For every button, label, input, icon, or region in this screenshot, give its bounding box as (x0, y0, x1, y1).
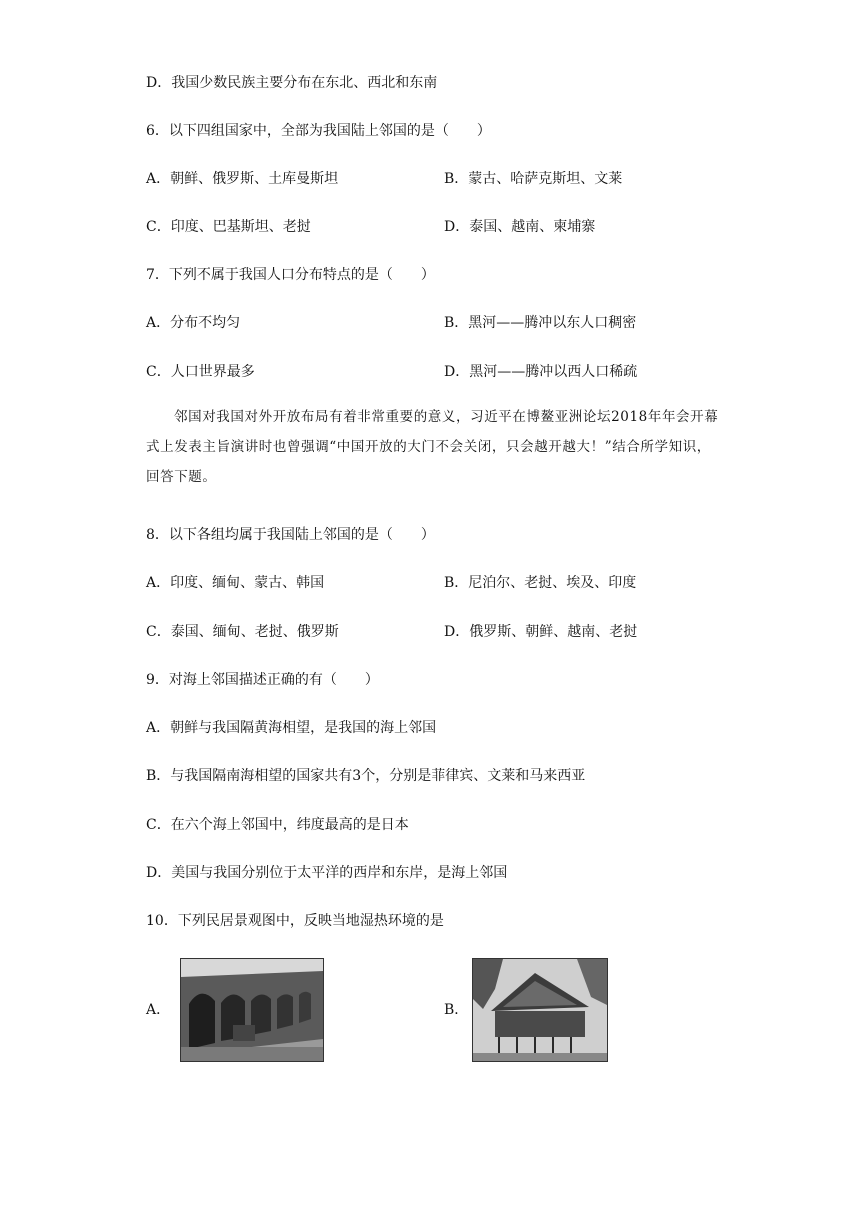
question-9: 9．对海上邻国描述正确的有（ ） (146, 672, 379, 688)
option-9-b: B．与我国隔南海相望的国家共有3个，分别是菲律宾、文莱和马来西亚 (146, 768, 586, 784)
question-10: 10．下列民居景观图中，反映当地湿热环境的是 (146, 913, 444, 929)
option-7-a: A．分布不均匀 (146, 315, 241, 331)
option-10-b-label: B． (444, 1002, 469, 1018)
option-10-a-label: A． (146, 1002, 171, 1018)
option-9-c: C．在六个海上邻国中，纬度最高的是日本 (146, 817, 409, 833)
option-8-a: A．印度、缅甸、蒙古、韩国 (146, 575, 325, 591)
option-7-d: D．黑河——腾冲以西人口稀疏 (444, 364, 638, 380)
option-8-b: B．尼泊尔、老挝、埃及、印度 (444, 575, 637, 591)
option-6-a: A．朝鲜、俄罗斯、土库曼斯坦 (146, 171, 339, 187)
option-7-c: C．人口世界最多 (146, 364, 255, 380)
option-7-b: B．黑河——腾冲以东人口稠密 (444, 315, 637, 331)
option-8-d: D．俄罗斯、朝鲜、越南、老挝 (444, 624, 638, 640)
reading-passage (146, 402, 724, 492)
option-9-a: A．朝鲜与我国隔黄海相望，是我国的海上邻国 (146, 720, 437, 736)
question-8: 8．以下各组均属于我国陆上邻国的是（ ） (146, 527, 435, 543)
question-6: 6．以下四组国家中，全部为我国陆上邻国的是（ ） (146, 123, 491, 139)
stilt-house-photo (472, 958, 608, 1062)
reading-passage-text: 邻国对我国对外开放布局有着非常重要的意义，习近平在博鳌亚洲论坛2018年年会开幕式上发表主旨演讲时也曾强调“中国开放的大门不会关闭，只会越开越大！”结合所学知识，回答下题。 (146, 409, 719, 485)
question-7: 7．下列不属于我国人口分布特点的是（ ） (146, 267, 435, 283)
option-6-d: D．泰国、越南、柬埔寨 (444, 219, 596, 235)
option-9-d: D．美国与我国分别位于太平洋的西岸和东岸，是海上邻国 (146, 865, 508, 881)
cave-dwelling-photo (180, 958, 324, 1062)
option-6-b: B．蒙古、哈萨克斯坦、文莱 (444, 171, 623, 187)
option-8-c: C．泰国、缅甸、老挝、俄罗斯 (146, 624, 339, 640)
option-5-d: D．我国少数民族主要分布在东北、西北和东南 (146, 75, 438, 91)
option-6-c: C．印度、巴基斯坦、老挝 (146, 219, 311, 235)
